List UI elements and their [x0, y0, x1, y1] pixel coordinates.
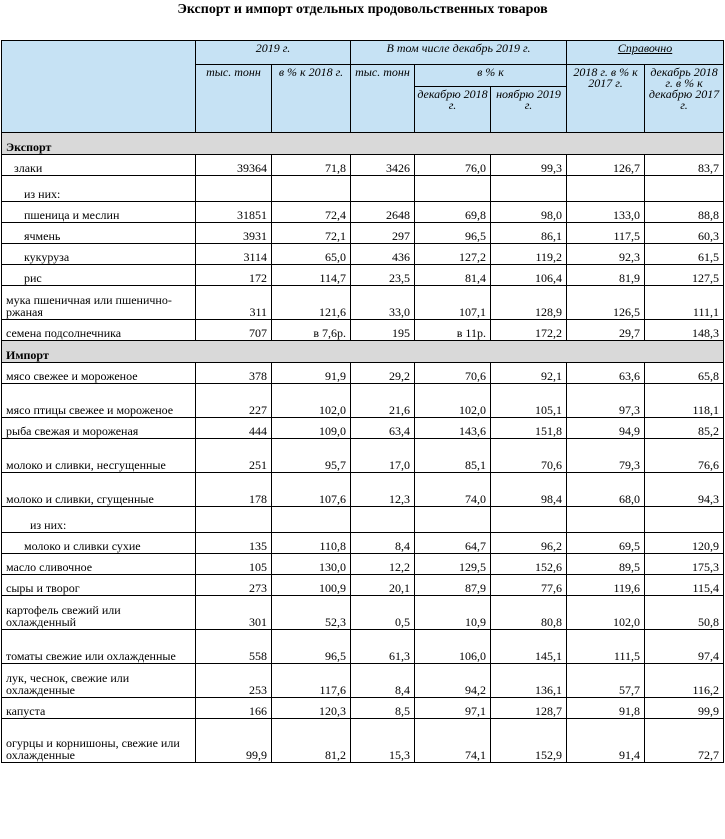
table-row: [2, 202, 724, 223]
row-label: сыры и творог: [2, 575, 196, 596]
table-row: [2, 439, 724, 473]
cell-value: 253: [196, 664, 272, 698]
cell-value: 102,0: [567, 596, 645, 630]
cell-value: 558: [196, 630, 272, 664]
cell-value: 17,0: [351, 439, 415, 473]
cell-value: 50,8: [645, 596, 724, 630]
table-row: [2, 473, 724, 507]
cell-value: 172,2: [491, 320, 567, 341]
cell-value: 31851: [196, 202, 272, 223]
cell-value: 99,9: [196, 719, 272, 763]
cell-value: 81,9: [567, 265, 645, 286]
row-label: рис: [2, 265, 196, 286]
cell-value: 227: [196, 384, 272, 418]
table-row: [2, 384, 724, 418]
cell-value: 444: [196, 418, 272, 439]
cell-value: 81,2: [272, 719, 351, 763]
cell-value: 21,6: [351, 384, 415, 418]
cell-value: 87,9: [415, 575, 491, 596]
cell-value: 94,2: [415, 664, 491, 698]
cell-value: 107,6: [272, 473, 351, 507]
header-reference-label: Справочно: [617, 41, 673, 55]
header-thousand-tons-dec: тыс. тонн: [351, 65, 415, 133]
cell-value: 297: [351, 223, 415, 244]
cell-value: 12,2: [351, 554, 415, 575]
table-row: [2, 265, 724, 286]
cell-value: 76,0: [415, 155, 491, 176]
cell-value: 107,1: [415, 286, 491, 320]
cell-value: 89,5: [567, 554, 645, 575]
row-label: рыба свежая и мороженая: [2, 418, 196, 439]
table-row: [2, 244, 724, 265]
cell-value: 80,8: [491, 596, 567, 630]
cell-value: 96,5: [415, 223, 491, 244]
cell-value: 60,3: [645, 223, 724, 244]
cell-value: 61,3: [351, 630, 415, 664]
table-row: [2, 320, 724, 341]
row-label: масло сливочное: [2, 554, 196, 575]
cell-value: 70,6: [415, 363, 491, 384]
row-label: томаты свежие или охлажденные: [2, 630, 196, 664]
section-title: Импорт: [2, 341, 724, 363]
section-row: [2, 341, 724, 363]
header-dec-2018: декабрю 2018 г.: [415, 87, 491, 133]
cell-value: 88,8: [645, 202, 724, 223]
cell-value: 195: [351, 320, 415, 341]
cell-value: 94,9: [567, 418, 645, 439]
cell-value: 97,3: [567, 384, 645, 418]
page-title: Экспорт и импорт отдельных продовольственных товаров: [177, 2, 548, 17]
cell-value: 119,2: [491, 244, 567, 265]
cell-value: 23,5: [351, 265, 415, 286]
cell-value: 98,4: [491, 473, 567, 507]
cell-value: 117,6: [272, 664, 351, 698]
row-label: картофель свежий или охлажденный: [2, 596, 196, 630]
cell-value: 2648: [351, 202, 415, 223]
row-label: кукуруза: [2, 244, 196, 265]
cell-value: 175,3: [645, 554, 724, 575]
row-label: капуста: [2, 698, 196, 719]
cell-value: 70,6: [491, 439, 567, 473]
cell-value: 72,7: [645, 719, 724, 763]
table-row: [2, 630, 724, 664]
cell-value: 436: [351, 244, 415, 265]
cell-value: 3426: [351, 155, 415, 176]
header-2019: [196, 41, 351, 65]
cell-value: 166: [196, 698, 272, 719]
cell-value: 76,6: [645, 439, 724, 473]
cell-value: 91,9: [272, 363, 351, 384]
cell-value: 65,0: [272, 244, 351, 265]
cell-value: 97,1: [415, 698, 491, 719]
cell-value: 102,0: [272, 384, 351, 418]
cell-value: 79,3: [567, 439, 645, 473]
header-nov-2019: ноябрю 2019 г.: [491, 87, 567, 133]
cell-value: 96,2: [491, 533, 567, 554]
cell-value: 120,9: [645, 533, 724, 554]
cell-value: в 7,6р.: [272, 320, 351, 341]
cell-value: 8,4: [351, 533, 415, 554]
cell-value: 64,7: [415, 533, 491, 554]
cell-value: 85,1: [415, 439, 491, 473]
cell-value: 378: [196, 363, 272, 384]
trade-table: [1, 40, 724, 763]
table-row: [2, 176, 724, 202]
cell-value: [272, 507, 351, 533]
cell-value: 0,5: [351, 596, 415, 630]
cell-value: 117,5: [567, 223, 645, 244]
table-row: [2, 596, 724, 630]
cell-value: 152,9: [491, 719, 567, 763]
cell-value: 86,1: [491, 223, 567, 244]
header-reference: [567, 41, 724, 65]
cell-value: 52,3: [272, 596, 351, 630]
table-row: [2, 155, 724, 176]
cell-value: 98,0: [491, 202, 567, 223]
cell-value: 120,3: [272, 698, 351, 719]
cell-value: [196, 176, 272, 202]
cell-value: 91,8: [567, 698, 645, 719]
cell-value: [272, 176, 351, 202]
cell-value: 105: [196, 554, 272, 575]
cell-value: 111,5: [567, 630, 645, 664]
header-blank: [2, 41, 196, 133]
cell-value: 15,3: [351, 719, 415, 763]
cell-value: 77,6: [491, 575, 567, 596]
row-label: молоко и сливки, несгущенные: [2, 439, 196, 473]
cell-value: 707: [196, 320, 272, 341]
cell-value: 178: [196, 473, 272, 507]
table-row: [2, 664, 724, 698]
cell-value: 91,4: [567, 719, 645, 763]
cell-value: 311: [196, 286, 272, 320]
cell-value: 65,8: [645, 363, 724, 384]
cell-value: 63,6: [567, 363, 645, 384]
cell-value: 39364: [196, 155, 272, 176]
table-row: [2, 363, 724, 384]
cell-value: 111,1: [645, 286, 724, 320]
section-title: Экспорт: [2, 133, 724, 155]
cell-value: 61,5: [645, 244, 724, 265]
cell-value: 133,0: [567, 202, 645, 223]
cell-value: 126,7: [567, 155, 645, 176]
cell-value: 94,3: [645, 473, 724, 507]
cell-value: 251: [196, 439, 272, 473]
cell-value: 3931: [196, 223, 272, 244]
row-label: ячмень: [2, 223, 196, 244]
cell-value: 29,2: [351, 363, 415, 384]
cell-value: 85,2: [645, 418, 724, 439]
header-pct-2018: в % к 2018 г.: [272, 65, 351, 133]
table-row: [2, 719, 724, 763]
row-label: семена подсолнечника: [2, 320, 196, 341]
cell-value: 97,4: [645, 630, 724, 664]
cell-value: 68,0: [567, 473, 645, 507]
table-row: [2, 507, 724, 533]
table-body: [2, 133, 724, 763]
cell-value: 29,7: [567, 320, 645, 341]
cell-value: 95,7: [272, 439, 351, 473]
cell-value: 8,4: [351, 664, 415, 698]
row-label: из них:: [2, 176, 196, 202]
cell-value: 129,5: [415, 554, 491, 575]
header-ref-2018: 2018 г. в % к 2017 г.: [567, 65, 645, 133]
cell-value: [491, 507, 567, 533]
cell-value: 72,4: [272, 202, 351, 223]
row-label: мука пшеничная или пшенично-ржаная: [2, 286, 196, 320]
cell-value: 127,5: [645, 265, 724, 286]
row-label: пшеница и меслин: [2, 202, 196, 223]
cell-value: [351, 176, 415, 202]
header-ref-dec2018: декабрь 2018 г. в % к декабрю 2017 г.: [645, 65, 724, 133]
row-label: из них:: [2, 507, 196, 533]
cell-value: 105,1: [491, 384, 567, 418]
cell-value: в 11р.: [415, 320, 491, 341]
cell-value: 74,0: [415, 473, 491, 507]
cell-value: 143,6: [415, 418, 491, 439]
header-pct-to: в % к: [415, 65, 567, 87]
table-row: [2, 418, 724, 439]
cell-value: [196, 507, 272, 533]
cell-value: 72,1: [272, 223, 351, 244]
cell-value: 145,1: [491, 630, 567, 664]
cell-value: 99,9: [645, 698, 724, 719]
row-label: молоко и сливки сухие: [2, 533, 196, 554]
cell-value: 10,9: [415, 596, 491, 630]
cell-value: 96,5: [272, 630, 351, 664]
cell-value: [645, 507, 724, 533]
cell-value: 92,1: [491, 363, 567, 384]
cell-value: 301: [196, 596, 272, 630]
header-december: [351, 41, 567, 65]
header-december-label: В том числе декабрь 2019 г.: [386, 41, 531, 55]
cell-value: 69,5: [567, 533, 645, 554]
section-row: [2, 133, 724, 155]
cell-value: [415, 176, 491, 202]
cell-value: 83,7: [645, 155, 724, 176]
cell-value: 148,3: [645, 320, 724, 341]
table-row: [2, 575, 724, 596]
cell-value: 152,6: [491, 554, 567, 575]
cell-value: [351, 507, 415, 533]
cell-value: 106,4: [491, 265, 567, 286]
table-row: [2, 223, 724, 244]
cell-value: 99,3: [491, 155, 567, 176]
cell-value: 273: [196, 575, 272, 596]
header-thousand-tons: тыс. тонн: [196, 65, 272, 133]
cell-value: 151,8: [491, 418, 567, 439]
cell-value: 110,8: [272, 533, 351, 554]
cell-value: 127,2: [415, 244, 491, 265]
cell-value: 69,8: [415, 202, 491, 223]
cell-value: 63,4: [351, 418, 415, 439]
cell-value: 92,3: [567, 244, 645, 265]
cell-value: [567, 507, 645, 533]
cell-value: 172: [196, 265, 272, 286]
cell-value: 118,1: [645, 384, 724, 418]
cell-value: 106,0: [415, 630, 491, 664]
cell-value: 119,6: [567, 575, 645, 596]
cell-value: 12,3: [351, 473, 415, 507]
row-label: огурцы и корнишоны, свежие или охлажденные: [2, 719, 196, 763]
cell-value: 126,5: [567, 286, 645, 320]
table-row: [2, 286, 724, 320]
cell-value: 136,1: [491, 664, 567, 698]
cell-value: [491, 176, 567, 202]
cell-value: [567, 176, 645, 202]
cell-value: 20,1: [351, 575, 415, 596]
row-label: мясо свежее и мороженое: [2, 363, 196, 384]
cell-value: 128,7: [491, 698, 567, 719]
cell-value: 71,8: [272, 155, 351, 176]
cell-value: [415, 507, 491, 533]
row-label: злаки: [2, 155, 196, 176]
cell-value: 74,1: [415, 719, 491, 763]
cell-value: 33,0: [351, 286, 415, 320]
row-label: мясо птицы свежее и мороженое: [2, 384, 196, 418]
cell-value: 100,9: [272, 575, 351, 596]
cell-value: 8,5: [351, 698, 415, 719]
cell-value: 3114: [196, 244, 272, 265]
table-row: [2, 533, 724, 554]
cell-value: 57,7: [567, 664, 645, 698]
header-2019-label: 2019 г.: [255, 41, 291, 55]
row-label: молоко и сливки, сгущенные: [2, 473, 196, 507]
table-row: [2, 554, 724, 575]
cell-value: 109,0: [272, 418, 351, 439]
cell-value: 102,0: [415, 384, 491, 418]
cell-value: 115,4: [645, 575, 724, 596]
cell-value: 121,6: [272, 286, 351, 320]
table-row: [2, 698, 724, 719]
cell-value: 114,7: [272, 265, 351, 286]
row-label: лук, чеснок, свежие или охлажденные: [2, 664, 196, 698]
cell-value: 128,9: [491, 286, 567, 320]
cell-value: [645, 176, 724, 202]
cell-value: 81,4: [415, 265, 491, 286]
cell-value: 130,0: [272, 554, 351, 575]
cell-value: 116,2: [645, 664, 724, 698]
cell-value: 135: [196, 533, 272, 554]
